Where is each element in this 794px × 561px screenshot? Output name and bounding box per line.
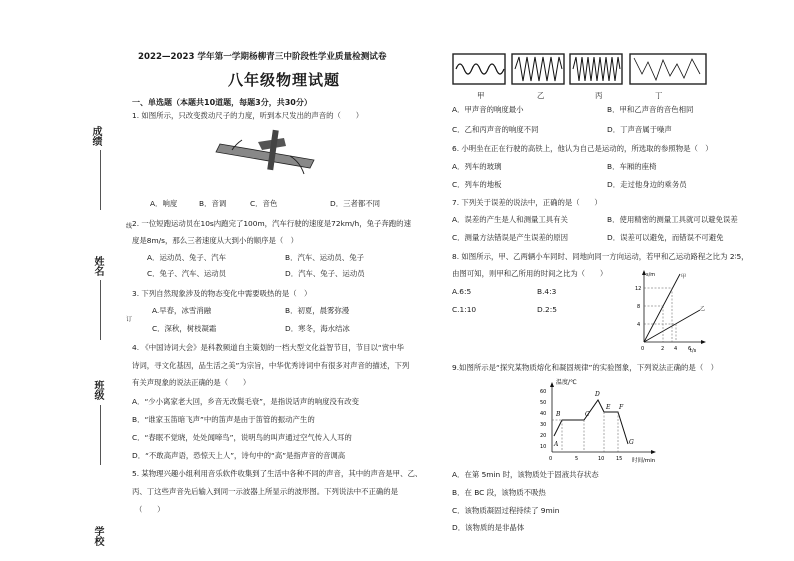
class-label: 班级 (92, 380, 103, 400)
wave-label-jia: 甲 (477, 91, 485, 100)
q2-option-c: C．兔子、汽车、运动员 (147, 269, 227, 278)
q6-option-d: D．走过他身边的乘务员 (607, 180, 687, 189)
wave-label-ding: 丁 (655, 91, 663, 100)
q8-option-c: C.1:10 (452, 305, 477, 314)
q9-y-tick: 10 (540, 444, 547, 450)
q9-x-tick: 10 (598, 456, 605, 462)
q7-option-d: D．误差可以避免，而错误不可避免 (607, 233, 724, 242)
ruler-image (212, 124, 322, 180)
q7-stem: 7. 下列关于误差的说法中，正确的是（ ） (452, 198, 602, 207)
q8-st-graph (628, 268, 708, 354)
q9-melting-graph (532, 378, 672, 464)
q9-x-label: 时间/min (632, 458, 656, 464)
q5-stem-2: 丙、丁这些声音先后输入到同一示波器上所显示的波形图。下列说法中不正确的是 (132, 487, 399, 496)
score-line (100, 150, 101, 210)
q9-point-b: B (556, 411, 561, 418)
q8-x-tick: 6 (688, 346, 692, 352)
section-heading: 一、单选题（本题共10道题，每题3分，共30分） (132, 98, 312, 107)
exam-title: 2022—2023 学年第一学期杨柳青三中阶段性学业质量检测试卷 (138, 52, 387, 62)
q9-point-f: F (619, 404, 624, 411)
q3-option-a: A.早春，冰雪消融 (152, 306, 212, 315)
line-mark-2: 订 (126, 316, 133, 323)
q2-option-d: D．汽车、兔子、运动员 (285, 269, 365, 278)
q6-option-c: C．列车的地板 (452, 180, 502, 189)
q3-option-b: B．初夏，晨雾弥漫 (285, 306, 350, 315)
q8-line-label-jia: 甲 (681, 274, 687, 280)
q9-option-b: B．在 BC 段，该物质不吸热 (452, 488, 546, 497)
q9-option-a: A．在第 5min 时，该物质处于固液共存状态 (452, 470, 599, 479)
q3-option-d: D．寒冬，海水结冰 (285, 324, 350, 333)
subject-title: 八年级物理试题 (228, 71, 341, 89)
q5-stem-1: 5. 某物理兴趣小组利用音乐软件收集到了生活中各种不同的声音，其中的声音是甲、乙、 (132, 469, 423, 478)
name-label: 姓名 (92, 256, 103, 276)
q9-x-tick: 0 (549, 456, 553, 462)
q9-x-tick: 15 (616, 456, 623, 462)
q9-y-tick: 30 (540, 422, 547, 428)
line-mark-1: 线 (126, 223, 133, 230)
score-label: 成绩 (90, 126, 101, 146)
q8-y-tick: 8 (637, 304, 641, 310)
q9-point-c: C (585, 411, 590, 418)
q8-option-b: B.4:3 (537, 287, 557, 296)
q4-option-a: A．“少小离家老大回，乡音无改鬓毛衰”，是指说话声的响度没有改变 (132, 397, 360, 406)
school-label: 学校 (92, 526, 103, 546)
q5-option-a: A．甲声音的响度最小 (452, 105, 524, 114)
q8-y-unit: s/m (646, 272, 656, 278)
q7-option-a: A．误差的产生是人和测量工具有关 (452, 215, 568, 224)
q5-option-c: C．乙和丙声音的响度不同 (452, 125, 539, 134)
q6-stem: 6. 小明坐在正在行驶的高铁上，他认为自己是运动的，所选取的参照物是（ ） (452, 144, 713, 153)
q9-point-e: E (606, 404, 611, 411)
q1-stem: 1. 如图所示，只改变拨动尺子的力度，听到本尺发出的声音的（ ） (132, 111, 364, 120)
q2-stem-2: 度是8m/s，那么三者速度从大到小的顺序是（ ） (132, 236, 299, 245)
q9-y-label: 温度/℃ (556, 379, 577, 386)
q1-option-c: C．音色 (250, 199, 278, 208)
q5-stem-3: （ ） (135, 505, 165, 514)
q9-y-tick: 20 (540, 433, 547, 439)
q9-point-d: D (595, 391, 600, 398)
q7-option-c: C．测量方法错误是产生误差的原因 (452, 233, 569, 242)
q3-option-c: C．深秋，树枝凝霜 (152, 324, 217, 333)
q8-option-a: A.6:5 (452, 287, 472, 296)
q8-stem-2: 由图可知，则甲和乙所用的时间之比为（ ） (452, 269, 608, 278)
q2-stem-1: 2. 一位短跑运动员在10s内跑完了100m，汽车行驶的速度是72km/h，兔子奔跑的速 (132, 219, 411, 228)
q9-option-c: C．该物质凝固过程持续了 9min (452, 506, 560, 515)
q4-stem-2: 诗词，寻文化基因，品生活之美”为宗旨，中华优秀诗词中有很多对声音的描述，下列 (132, 361, 410, 370)
wave-label-bing: 丙 (595, 91, 603, 100)
class-line (100, 405, 101, 465)
q1-option-a: A．响度 (150, 199, 178, 208)
q5-option-d: D．丁声音属于噪声 (607, 125, 672, 134)
q9-point-a: A (554, 441, 559, 448)
q9-y-tick: 60 (540, 389, 547, 395)
q1-option-d: D．三者都不同 (330, 199, 381, 208)
name-line (100, 280, 101, 340)
q8-x-unit: t/s (690, 348, 697, 354)
q6-option-b: B．车厢的座椅 (607, 162, 657, 171)
q7-option-b: B．使用精密的测量工具就可以避免误差 (607, 215, 738, 224)
q4-stem-3: 有关声现象的说法正确的是（ ） (132, 378, 251, 387)
q8-x-tick: 0 (641, 346, 645, 352)
q8-y-tick: 4 (637, 322, 641, 328)
q8-x-tick: 2 (661, 346, 665, 352)
q9-point-g: G (629, 439, 634, 446)
q6-option-a: A．列车的玻璃 (452, 162, 502, 171)
waveform-panels (452, 52, 708, 88)
wave-label-yi: 乙 (537, 91, 545, 100)
q2-option-a: A．运动员、兔子、汽车 (147, 253, 226, 262)
q8-y-tick: 12 (635, 286, 642, 292)
q2-option-b: B．汽车、运动员、兔子 (285, 253, 364, 262)
q8-option-d: D.2:5 (537, 305, 557, 314)
q4-stem-1: 4. 《中国诗词大会》是科教频道自主策划的一档大型文化益智节目，节目以“赏中华 (132, 343, 404, 352)
q4-option-c: C．“春眠不觉晓，处处闻啼鸟”，说明鸟的叫声通过空气传入人耳的 (132, 433, 352, 442)
q9-option-d: D．该物质的是非晶体 (452, 523, 525, 532)
q9-y-tick: 50 (540, 400, 547, 406)
q4-option-b: B．“谁家玉笛暗飞声”中的笛声是由于笛管的振动产生的 (132, 415, 315, 424)
q4-option-d: D．“不敢高声语，恐惊天上人”，诗句中的“高”是指声音的音调高 (132, 451, 346, 460)
q8-x-tick: 4 (674, 346, 678, 352)
q8-stem-1: 8. 如图所示，甲、乙两辆小车同时、同地向同一方向运动，若甲和乙运动路程之比为 2∶5， (452, 252, 749, 261)
q8-line-label-yi: 乙 (700, 306, 706, 312)
q5-option-b: B．甲和乙声音的音色相同 (607, 105, 694, 114)
q1-option-b: B．音调 (199, 199, 227, 208)
q9-y-tick: 40 (540, 411, 547, 417)
q9-x-tick: 5 (575, 456, 579, 462)
q9-stem: 9.如图所示是“探究某物质熔化和凝固规律”的实验图象，下列说法正确的是（ ） (452, 363, 718, 372)
q3-stem: 3. 下列自然现象涉及的物态变化中需要吸热的是（ ） (132, 289, 312, 298)
